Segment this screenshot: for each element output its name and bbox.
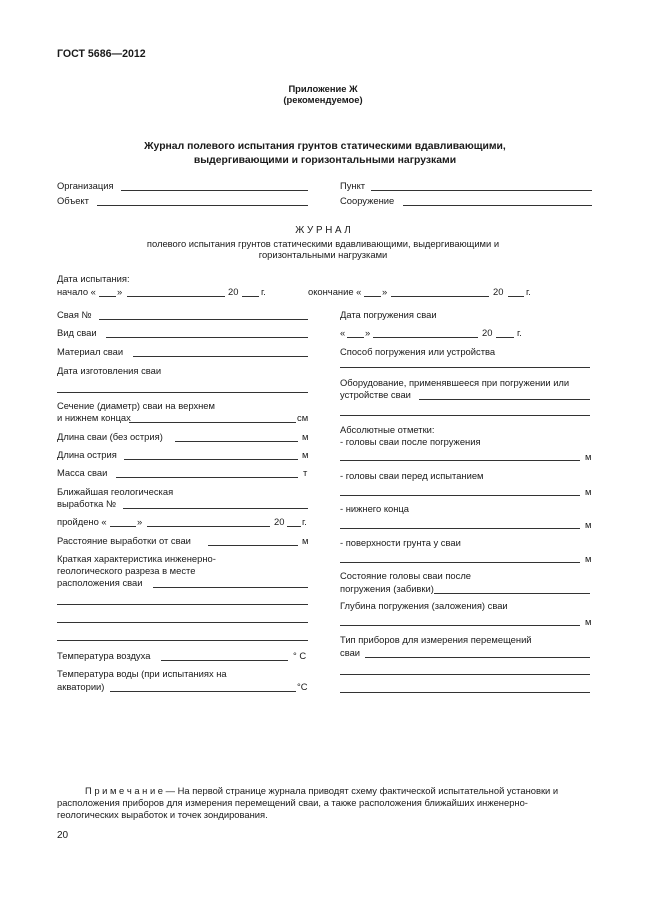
head-before-unit: м — [585, 486, 592, 497]
note-text1: — На первой странице журнала приводят схему фактической испытательной установки и — [163, 785, 559, 796]
depth-label: Глубина погружения (заложения) сваи — [340, 600, 508, 611]
head-state-field[interactable] — [434, 593, 590, 594]
pile-no-field[interactable] — [99, 319, 308, 320]
pile-no-label: Свая № — [57, 309, 92, 320]
distance-field[interactable] — [208, 545, 298, 546]
water-temp-label-l2: акватории) — [57, 681, 105, 692]
object-label: Объект — [57, 195, 89, 206]
pile-material-field[interactable] — [133, 356, 308, 357]
driving-year-field[interactable] — [496, 337, 514, 338]
end-prefix: окончание « — [308, 286, 362, 297]
mass-unit: т — [303, 467, 308, 478]
equipment-field-1[interactable] — [419, 399, 590, 400]
object-field[interactable] — [97, 205, 308, 206]
devices-field-3[interactable] — [340, 692, 590, 693]
devices-label-l1: Тип приборов для измерения перемещений — [340, 634, 532, 645]
mass-field[interactable] — [116, 477, 298, 478]
head-state-label-l2: погружения (забивки) — [340, 583, 434, 594]
devices-label-l2: сваи — [340, 647, 361, 658]
passed-year-prefix: 20 — [274, 516, 285, 527]
standard-number: ГОСТ 5686—2012 — [57, 48, 146, 60]
brief-field-4[interactable] — [57, 640, 308, 641]
end-quote: » — [382, 286, 388, 297]
brief-label-l3: расположения сваи — [57, 577, 143, 588]
manufacture-date-field[interactable] — [57, 392, 308, 393]
note-line3: геологических выработок и точек зондирования. — [57, 809, 268, 820]
brief-field-2[interactable] — [57, 604, 308, 605]
distance-label: Расстояние выработки от сваи — [57, 535, 191, 546]
point-field[interactable] — [371, 190, 592, 191]
length-unit: м — [302, 431, 309, 442]
section-label-l1: Сечение (диаметр) сваи на верхнем — [57, 400, 215, 411]
mass-label: Масса сваи — [57, 467, 108, 478]
note-line2: расположения приборов для измерения перемещений сваи, а также расположения ближайших инженерно- — [57, 797, 528, 808]
start-year-prefix: 20 — [228, 286, 239, 297]
tip-length-field[interactable] — [124, 459, 298, 460]
depth-field[interactable] — [340, 625, 580, 626]
ground-surface-field[interactable] — [340, 562, 580, 563]
nearest-label-l1: Ближайшая геологическая — [57, 486, 174, 497]
water-temp-field[interactable] — [110, 691, 296, 692]
brief-field-3[interactable] — [57, 622, 308, 623]
brief-field-1[interactable] — [153, 587, 308, 588]
passed-quote: » — [137, 516, 143, 527]
driving-year-prefix: 20 — [482, 327, 493, 338]
driving-quote-open: « — [340, 327, 346, 338]
start-day-field[interactable] — [99, 296, 116, 297]
passed-day-field[interactable] — [110, 526, 136, 527]
equipment-label-l2: устройстве сваи — [340, 389, 411, 400]
head-after-label: - головы сваи после погружения — [340, 436, 481, 447]
air-temp-field[interactable] — [161, 660, 288, 661]
abs-marks-label: Абсолютные отметки: — [340, 424, 435, 435]
journal-subtitle1: полевого испытания грунтов статическими вдавливающими, выдергивающими и — [146, 238, 500, 249]
driving-year-suffix: г. — [517, 327, 522, 338]
brief-label-l2: геологического разреза в месте — [57, 565, 196, 576]
lower-end-label: - нижнего конца — [340, 503, 410, 514]
end-year-prefix: 20 — [493, 286, 504, 297]
manufacture-date-label: Дата изготовления сваи — [57, 365, 162, 376]
nearest-field[interactable] — [123, 508, 308, 509]
journal-subtitle2: горизонтальными нагрузками — [258, 249, 388, 260]
passed-year-field[interactable] — [287, 526, 301, 527]
driving-day-field[interactable] — [347, 337, 364, 338]
main-title-line2: выдергивающими и горизонтальными нагрузками — [193, 155, 457, 166]
start-quote: » — [117, 286, 123, 297]
driving-quote-close: » — [365, 327, 371, 338]
devices-field-1[interactable] — [365, 657, 590, 658]
pile-type-label: Вид сваи — [57, 327, 97, 338]
equipment-field-2[interactable] — [340, 415, 590, 416]
lower-end-field[interactable] — [340, 528, 580, 529]
passed-month-field[interactable] — [147, 526, 270, 527]
end-year-suffix: г. — [526, 286, 531, 297]
organization-label: Организация — [57, 180, 114, 191]
ground-surface-unit: м — [585, 553, 592, 564]
nearest-label-l2: выработка № — [57, 498, 117, 509]
end-month-field[interactable] — [391, 296, 489, 297]
driving-date-label: Дата погружения сваи — [340, 309, 437, 320]
lower-end-unit: м — [585, 519, 592, 530]
note-label: П р и м е ч а н и е — [85, 785, 164, 796]
head-before-label: - головы сваи перед испытанием — [340, 470, 484, 481]
equipment-label-l1: Оборудование, применявшееся при погружении или — [340, 377, 570, 388]
section-label-l2: и нижнем концах — [57, 412, 131, 423]
page-number: 20 — [57, 830, 69, 841]
method-field[interactable] — [340, 367, 590, 368]
section-field[interactable] — [129, 422, 296, 423]
depth-unit: м — [585, 616, 592, 627]
main-title-line1: Журнал полевого испытания грунтов статическими вдавливающими, — [144, 141, 506, 152]
tip-length-unit: м — [302, 449, 309, 460]
start-prefix: начало « — [57, 286, 96, 297]
section-unit: см — [297, 412, 309, 423]
journal-title: Ж У Р Н А Л — [295, 225, 351, 236]
pile-material-label: Материал сваи — [57, 346, 124, 357]
head-after-field[interactable] — [340, 460, 580, 461]
distance-unit: м — [302, 535, 309, 546]
structure-field[interactable] — [403, 205, 592, 206]
water-temp-unit: °С — [297, 681, 308, 692]
end-day-field[interactable] — [364, 296, 381, 297]
appendix-subtitle: (рекомендуемое) — [283, 94, 363, 105]
air-temp-label: Температура воздуха — [57, 650, 151, 661]
devices-field-2[interactable] — [340, 674, 590, 675]
length-label: Длина сваи (без острия) — [57, 431, 163, 442]
brief-label-l1: Краткая характеристика инженерно- — [57, 553, 216, 564]
head-before-field[interactable] — [340, 495, 580, 496]
start-month-field[interactable] — [127, 296, 225, 297]
organization-field[interactable] — [121, 190, 308, 191]
appendix-title: Приложение Ж — [288, 83, 358, 94]
head-after-unit: м — [585, 451, 592, 462]
method-label: Способ погружения или устройства — [340, 346, 496, 357]
structure-label: Сооружение — [340, 195, 395, 206]
ground-surface-label: - поверхности грунта у сваи — [340, 537, 461, 548]
test-date-label: Дата испытания: — [57, 273, 130, 284]
passed-prefix: пройдено « — [57, 516, 107, 527]
pile-type-field[interactable] — [106, 337, 308, 338]
start-year-field[interactable] — [242, 296, 259, 297]
note-line1 — [85, 785, 558, 796]
air-temp-unit: ° С — [293, 650, 307, 661]
length-field[interactable] — [175, 441, 298, 442]
water-temp-label-l1: Температура воды (при испытаниях на — [57, 668, 227, 679]
point-label: Пункт — [340, 180, 366, 191]
start-year-suffix: г. — [261, 286, 266, 297]
driving-month-field[interactable] — [373, 337, 478, 338]
end-year-field[interactable] — [508, 296, 524, 297]
tip-length-label: Длина острия — [57, 449, 117, 460]
passed-year-suffix: г. — [302, 516, 307, 527]
head-state-label-l1: Состояние головы сваи после — [340, 570, 471, 581]
